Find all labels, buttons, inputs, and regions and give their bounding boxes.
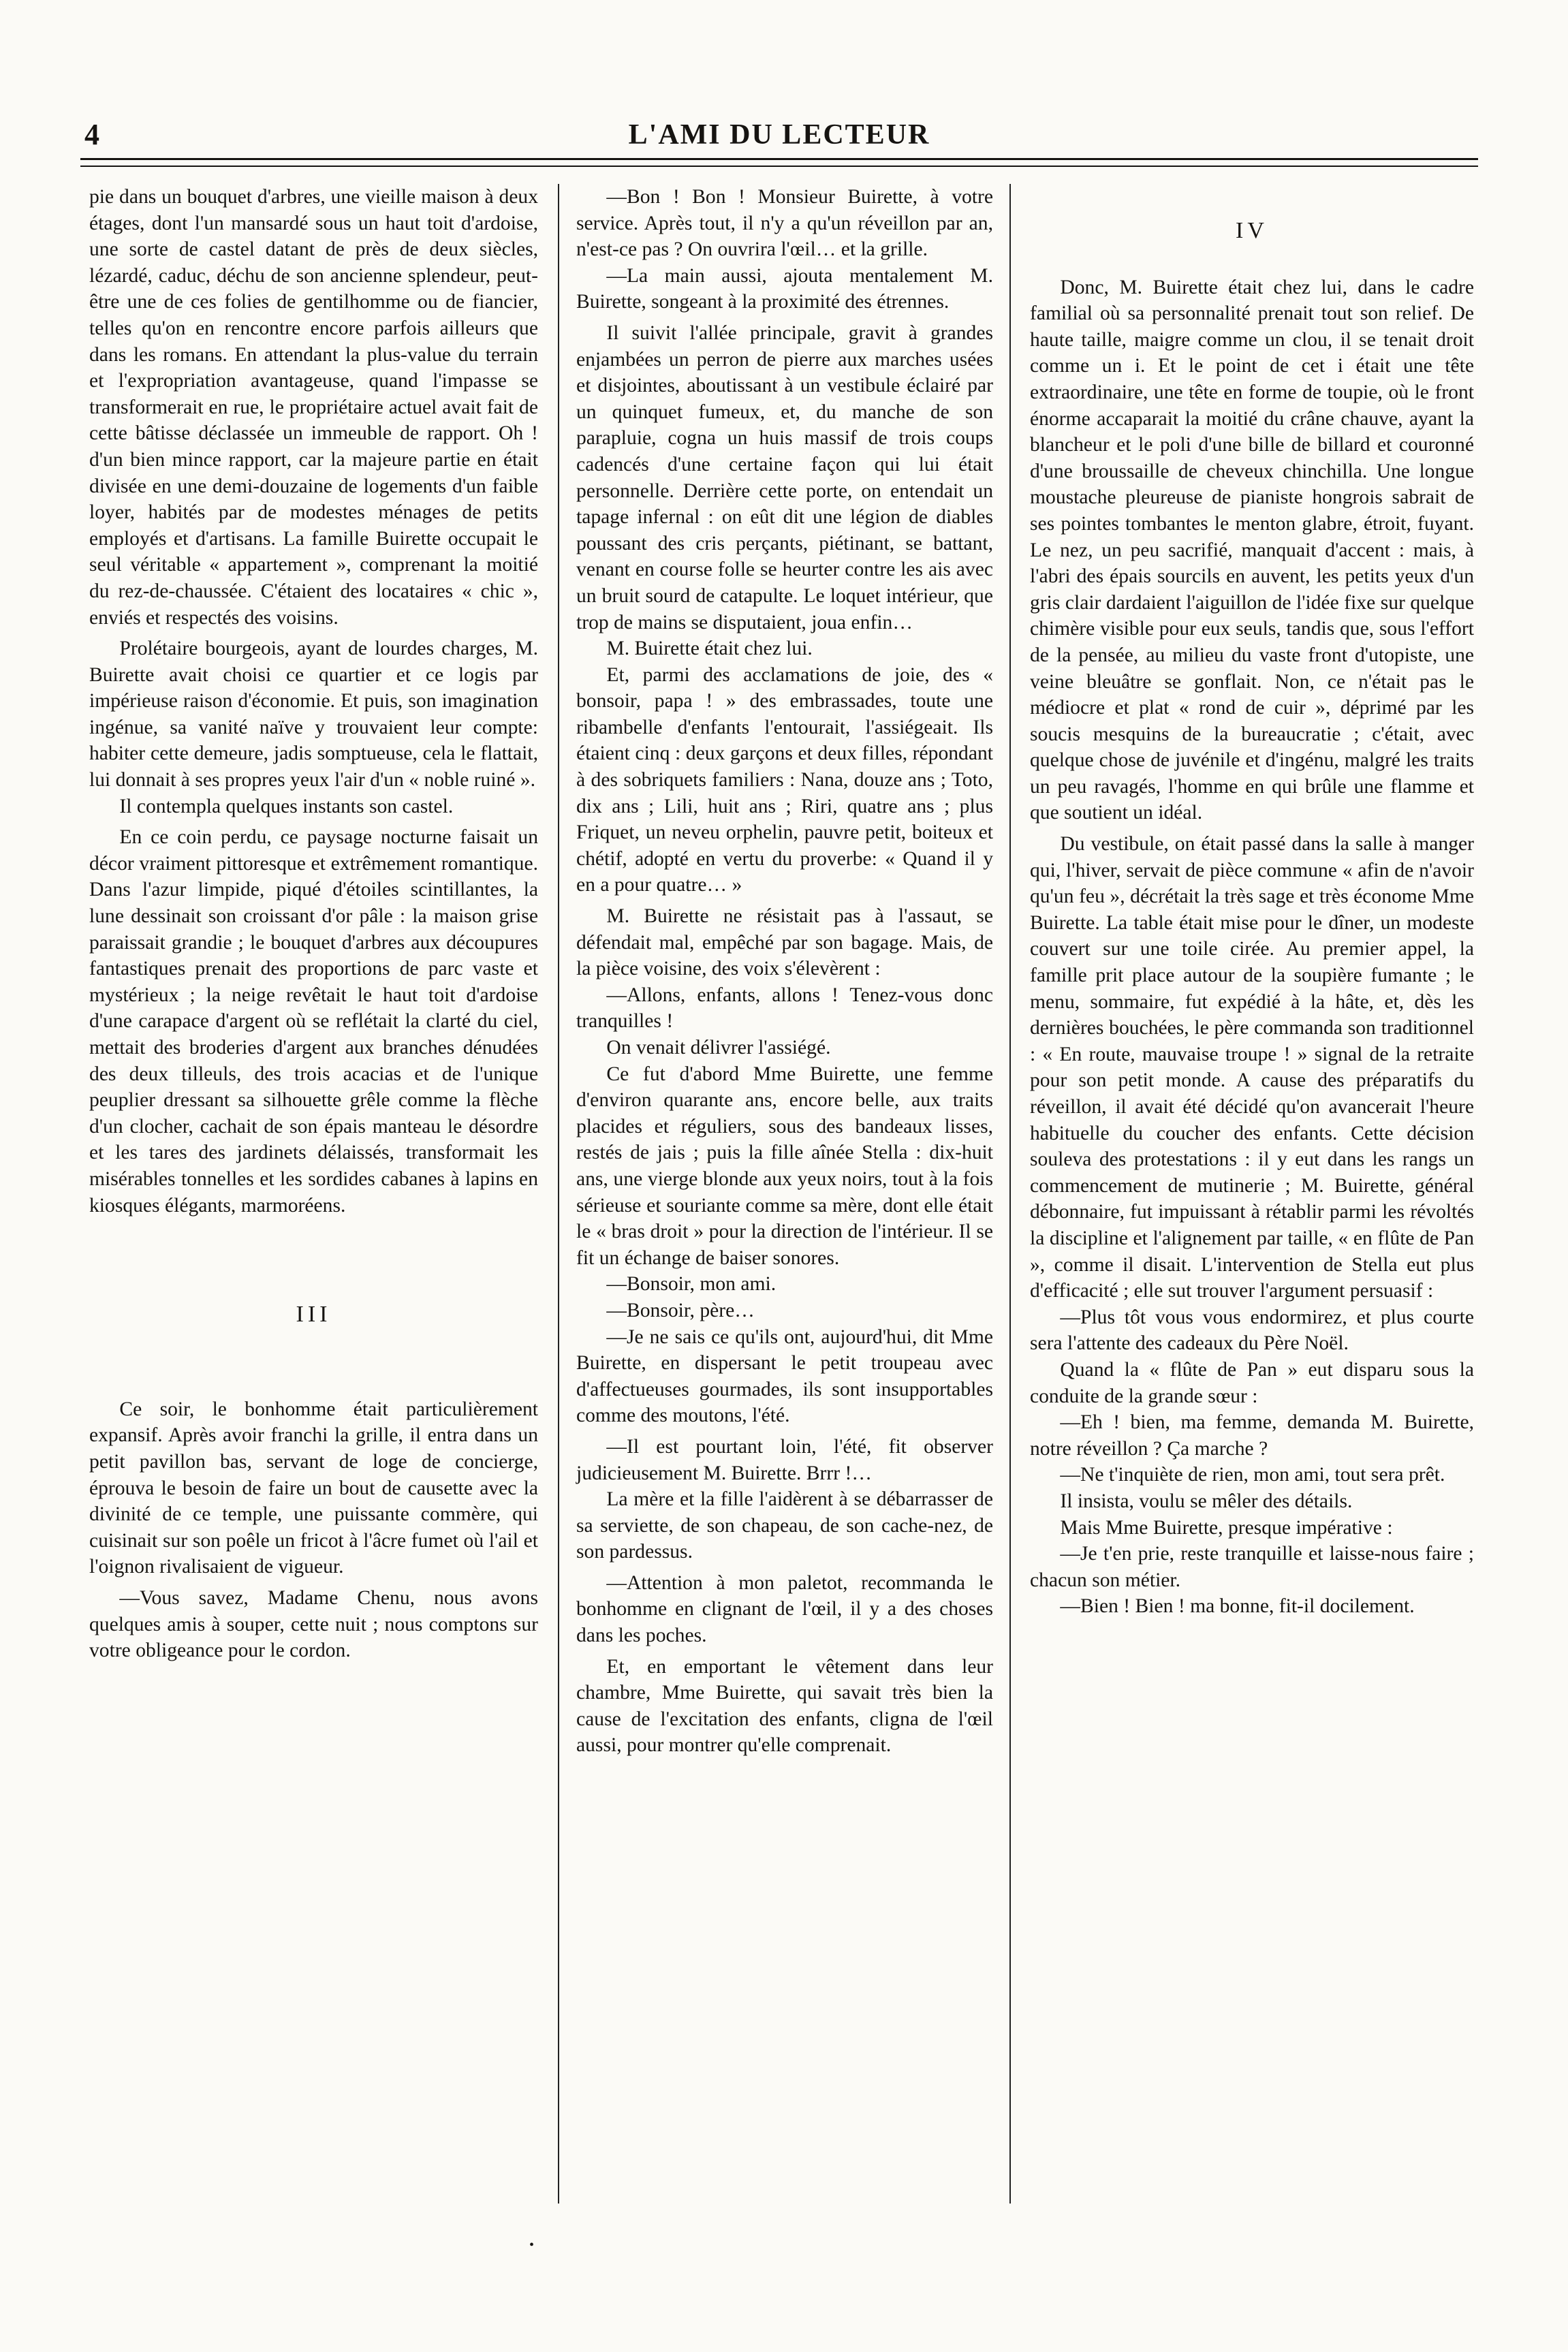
- paragraph: —Attention à mon paletot, recommanda le bonhomme en clignant de l'œil, il y a des choses dans les poches.: [576, 1571, 993, 1647]
- paragraph: Du vestibule, on était passé dans la salle à manger qui, l'hiver, servait de pièce commune « afin de n'avoir qu'un feu », décrétait la très sage et très économe Mme Buirette. La table était mise pour le dîner, un modeste couvert sur une toile cirée. Au premier appel, la famille prit place autour de la soupière fumante ; le menu, sommaire, fut expédié à la hâte, et, dès les dernières bouchées, le père commanda son traditionnel : « En route, mauvaise troupe ! » signal de la retraite pour son petit monde. A cause des préparatifs du réveillon, il avait été décidé qu'on avancerait l'heure habituelle du coucher des enfants. Cette décision souleva des protestations : il y eut dans les rangs un commencement de mutinerie ; M. Buirette, général débonnaire, fut impuissant à rétablir parmi les révoltés la discipline et l'alignement par taille, « en flûte de Pan », comme il disait. L'intervention de Stella eut plus d'efficacité ; elle sut trouver l'argument persuasif :: [1030, 833, 1474, 1302]
- text-column-3: [1030, 184, 1474, 2227]
- paragraph: —Vous savez, Madame Chenu, nous avons quelques amis à souper, cette nuit ; nous comptons sur votre obligeance pour le cordon.: [89, 1586, 538, 1662]
- page-header: [80, 114, 1478, 155]
- paragraph: En ce coin perdu, ce paysage nocturne faisait un décor vraiment pittoresque et extrêmement romantique. Dans l'azur limpide, piqué d'étoiles scintillantes, la lune dessinait son croissant d'or pâle : la maison grise paraissait grandie ; le bouquet d'arbres aux découpures fantastiques prenait des proportions de parc vaste et mystérieux ; la neige revêtait le haut toit d'ardoise d'une carapace d'argent où se reflétait la clarté du ciel, mettait des broderies d'argent aux branches dénudées des deux tilleuls, des trois acacias et de l'unique peuplier dressant sa silhouette grêle comme la flèche d'un clocher, cachait de son épais manteau le désordre et les tares des jardinets délaissés, transformait les misérables tonnelles et les sordides cabanes à lapins en kiosques élégants, marmoréens.: [89, 826, 538, 1217]
- paragraph: —Ne t'inquiète de rien, mon ami, tout sera prêt.: [1060, 1464, 1445, 1486]
- paragraph: —La main aussi, ajouta mentalement M. Buirette, songeant à la proximité des étrennes.: [576, 264, 993, 313]
- paragraph: —Eh ! bien, ma femme, demanda M. Buirette, notre réveillon ? Ça marche ?: [1030, 1411, 1474, 1460]
- paragraph: —Je t'en prie, reste tranquille et laisse-nous faire ; chacun son métier.: [1030, 1543, 1474, 1591]
- paragraph: Mais Mme Buirette, presque impérative :: [1060, 1516, 1393, 1539]
- column-divider-left: [558, 184, 559, 2204]
- paragraph: pie dans un bouquet d'arbres, une vieille maison à deux étages, dont l'un mansardé sous un haut toit d'ardoise, une sorte de castel datant de près de deux siècles, lézardé, caduc, déchu de son ancienne splendeur, peut-être une de ces folies de gentilhomme ou de fiancier, telles qu'on en rencontre encore parfois ailleurs que dans les romans. En attendant la plus-value du terrain et l'expropriation avantageuse, quand l'impasse se transformerait en rue, le propriétaire actuel avait fait de cette bâtisse déclassée un immeuble de rapport. Oh ! d'un bien mince rapport, car la majeure partie en était divisée en une demi-douzaine de logements d'un faible loyer, habités par de modestes ménages de petits employés et d'artisans. La famille Buirette occupait le seul véritable « appartement », comprenant la moitié du rez-de-chaussée. C'étaient des locataires « chic », enviés et respectés des voisins.: [89, 186, 538, 629]
- header-rule-thin: [80, 166, 1478, 167]
- paragraph: —Il est pourtant loin, l'été, fit observer judicieusement M. Buirette. Brrr !…: [576, 1435, 993, 1484]
- paragraph: Ce soir, le bonhomme était particulièrement expansif. Après avoir franchi la grille, il entra dans un petit pavillon bas, servant de loge de concierge, éprouva le besoin de faire un bout de causette avec la divinité de ce temple, une puissante commère, qui cuisinait sur son poêle un fricot à l'âcre fumet où l'ail et l'oignon rivalisaient de vigueur.: [89, 1398, 538, 1578]
- paragraph: Donc, M. Buirette était chez lui, dans le cadre familial où sa personnalité prenait tout son relief. De haute taille, maigre comme un clou, il se tenait droit comme un i. Et le point de cet i était une tête extraordinaire, une tête en forme de toupie, où le front énorme accaparait la moitié du crâne chauve, ayant la blancheur et le poli d'une bille de billard et couronné d'une broussaille de cheveux chinchilla. Une longue moustache pleureuse de pianiste hongrois sabrait de ses pointes tombantes le menton glabre, étroit, fuyant. Le nez, un peu sacrifié, manquait d'accent : mais, à l'abri des épais sourcils en auvent, les petits yeux d'un gris clair dardaient l'aiguillon de l'idée fixe sur quelque chimère visible pour eux seuls, tandis que, sous l'effort de la pensée, au milieu du vaste front d'utopiste, une veine bleuâtre se gonflait. Non, ce n'était pas le médiocre et plat « rond de cuir », déprimé par les soucis mesquins de la bureaucratie ; c'était, avec quelque chose de juvénile et d'ingénu, malgré les traits un peu ravagés, l'homme en qui brûle une flamme et que soutient un idéal.: [1030, 276, 1474, 824]
- section-heading: IV: [1236, 218, 1268, 243]
- paragraph: M. Buirette était chez lui.: [606, 638, 813, 660]
- paragraph: —Bien ! Bien ! ma bonne, fit-il docilement.: [1060, 1595, 1415, 1618]
- paragraph: Et, parmi des acclamations de joie, des « bonsoir, papa ! » des embrassades, toute une ribambelle d'enfants l'entourait, l'assiégeait. Ils étaient cinq : deux garçons et deux filles, répondant à des sobriquets familiers : Nana, douze ans ; Toto, dix ans ; Lili, huit ans ; Riri, quatre ans ; plus Friquet, un neveu orphelin, pauvre petit, boiteux et chétif, adopté en vertu du proverbe: « Quand il y en a pour quatre… »: [576, 663, 993, 896]
- journal-title: L'AMI DU LECTEUR: [628, 119, 930, 151]
- paragraph: Il contempla quelques instants son castel.: [119, 795, 454, 817]
- paragraph: —Bonsoir, mon ami.: [606, 1273, 777, 1296]
- paragraph: Prolétaire bourgeois, ayant de lourdes charges, M. Buirette avait choisi ce quartier et ce logis par impérieuse raison d'économie. Et puis, son imagination ingénue, sa vanité naïve y trouvaient leur compte: habiter cette demeure, jadis somptueuse, cela le flattait, lui donnait à ses propres yeux l'air d'un « noble ruiné ».: [89, 638, 538, 791]
- header-rule-thick: [80, 158, 1478, 160]
- paragraph: Quand la « flûte de Pan » eut disparu sous la conduite de la grande sœur :: [1030, 1358, 1474, 1407]
- footer-ornament: •: [529, 2238, 535, 2253]
- paragraph: —Allons, enfants, allons ! Tenez-vous donc tranquilles !: [576, 984, 993, 1033]
- column-divider-right: [1009, 184, 1011, 2204]
- section-heading: III: [296, 1302, 332, 1328]
- paragraph: Il insista, voulu se mêler des détails.: [1060, 1490, 1353, 1512]
- text-column-2: [576, 184, 993, 2227]
- paragraph: Il suivit l'allée principale, gravit à grandes enjambées un perron de pierre aux marches usées et disjointes, aboutissant à un vestibule éclairé par un quinquet fumeux, et, du manche de son parapluie, cogna un huis massif de trois coups cadencés d'une certaine façon qui lui était personnelle. Derrière cette porte, on entendait un tapage infernal : on eût dit une légion de diables poussant des cris perçants, piétinant, se battant, venant en course folle se heurter contre les ais avec un bruit sourd de catapulte. Le loquet intérieur, que trop de mains se disputaient, joua enfin…: [576, 322, 993, 633]
- paragraph: —Bon ! Bon ! Monsieur Buirette, à votre service. Après tout, il n'y a qu'un réveillon par an, n'est-ce pas ? On ouvrira l'œil… et la grille.: [576, 186, 993, 261]
- paragraph: La mère et la fille l'aidèrent à se débarrasser de sa serviette, de son chapeau, de son cache-nez, de son pardessus.: [576, 1488, 993, 1563]
- text-column-1: [89, 184, 538, 2227]
- paragraph: M. Buirette ne résistait pas à l'assaut, se défendait mal, empêché par son bagage. Mais, de la pièce voisine, des voix s'élevèrent :: [576, 905, 993, 980]
- paragraph: —Bonsoir, père…: [606, 1299, 755, 1321]
- paragraph: Ce fut d'abord Mme Buirette, une femme d'environ quarante ans, encore belle, aux traits placides et réguliers, sous des bandeaux lisses, restés de jais ; puis la fille aînée Stella : dix-huit ans, une vierge blonde aux yeux noirs, tout à la fois sérieuse et souriante comme sa mère, dont elle était le « bras droit » pour la direction de l'intérieur. Il se fit un échange de baiser sonores.: [576, 1063, 993, 1269]
- paragraph: —Plus tôt vous vous endormirez, et plus courte sera l'attente des cadeaux du Père Noël.: [1030, 1306, 1474, 1355]
- paragraph: On venait délivrer l'assiégé.: [606, 1037, 831, 1059]
- page-number: 4: [84, 118, 99, 151]
- paragraph: —Je ne sais ce qu'ils ont, aujourd'hui, dit Mme Buirette, en dispersant le petit troupeau avec d'affectueuses gourmades, ils sont insupportables comme des moutons, l'été.: [576, 1326, 993, 1427]
- paragraph: Et, en emportant le vêtement dans leur chambre, Mme Buirette, qui savait très bien la cause de l'excitation des enfants, cligna de l'œil aussi, pour montrer qu'elle comprenait.: [576, 1655, 993, 1757]
